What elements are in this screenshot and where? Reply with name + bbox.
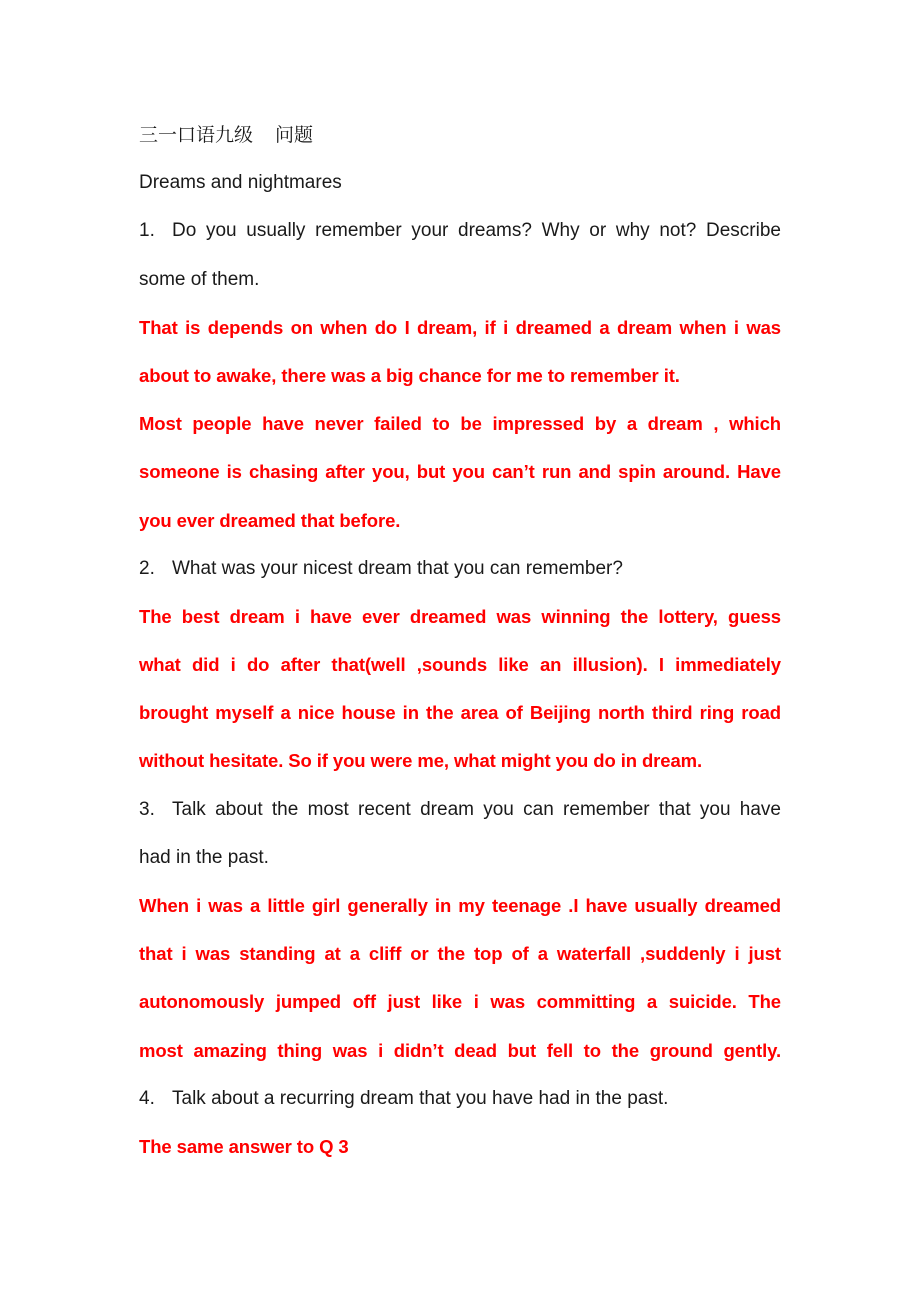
answer-1-line-5: you ever dreamed that before. xyxy=(139,509,401,531)
answer-1-line-1: That is depends on when do I dream, if i dreamed a dream when i was xyxy=(139,316,781,338)
document-page xyxy=(139,111,781,1171)
answer-3-line-1: When i was a little girl generally in my teenage .I have usually dreamed xyxy=(139,895,781,916)
question-3-text: Talk about the most recent dream you can remember that you have xyxy=(172,798,781,820)
title-main: 三一口语九级 xyxy=(139,124,254,146)
topic-heading: Dreams and nightmares xyxy=(139,172,342,194)
question-2-line-1 xyxy=(139,545,781,593)
answer-2-line-4: without hesitate. So if you were me, what might you do in dream. xyxy=(139,750,703,772)
question-3-line-1 xyxy=(139,786,781,834)
question-2-number: 2. xyxy=(139,557,155,579)
answer-3-line-2: that i was standing at a cliff or the top of a waterfall ,suddenly i just xyxy=(139,943,781,965)
question-1-text: Do you usually remember your dreams? Why or why not? Describe xyxy=(172,220,781,242)
answer-2-line-1: The best dream i have ever dreamed was winning the lottery, guess xyxy=(139,605,781,627)
answer-4-line-1: The same answer to Q 3 xyxy=(139,1135,349,1157)
answer-2-line-3: brought myself a nice house in the area of Beijing north third ring road xyxy=(139,702,781,724)
document-title xyxy=(139,111,781,159)
answer-1-line-2: about to awake, there was a big chance for me to remember it. xyxy=(139,364,680,386)
question-3-line-2: had in the past. xyxy=(139,846,269,868)
question-4-text: Talk about a recurring dream that you have had in the past. xyxy=(172,1087,669,1109)
answer-3-line-3: autonomously jumped off just like i was committing a suicide. The xyxy=(139,991,781,1013)
question-3-number: 3. xyxy=(139,798,155,820)
question-1-line-1 xyxy=(139,207,781,255)
answer-1-line-3: Most people have never failed to be impressed by a dream , which xyxy=(139,413,781,435)
question-2-text: What was your nicest dream that you can remember? xyxy=(172,557,623,579)
question-4-number: 4. xyxy=(139,1087,155,1109)
answer-3-line-4: most amazing thing was i didn’t dead but fell to the ground gently. xyxy=(139,1039,781,1061)
title-sub: 问题 xyxy=(275,124,314,146)
question-4-line-1 xyxy=(139,1075,781,1123)
answer-2-line-2: what did i do after that(well ,sounds like an illusion). I immediately xyxy=(139,654,781,676)
answer-1-line-4: someone is chasing after you, but you can’t run and spin around. Have xyxy=(139,461,781,483)
question-1-line-2: some of them. xyxy=(139,268,260,290)
question-1-number: 1. xyxy=(139,220,155,242)
